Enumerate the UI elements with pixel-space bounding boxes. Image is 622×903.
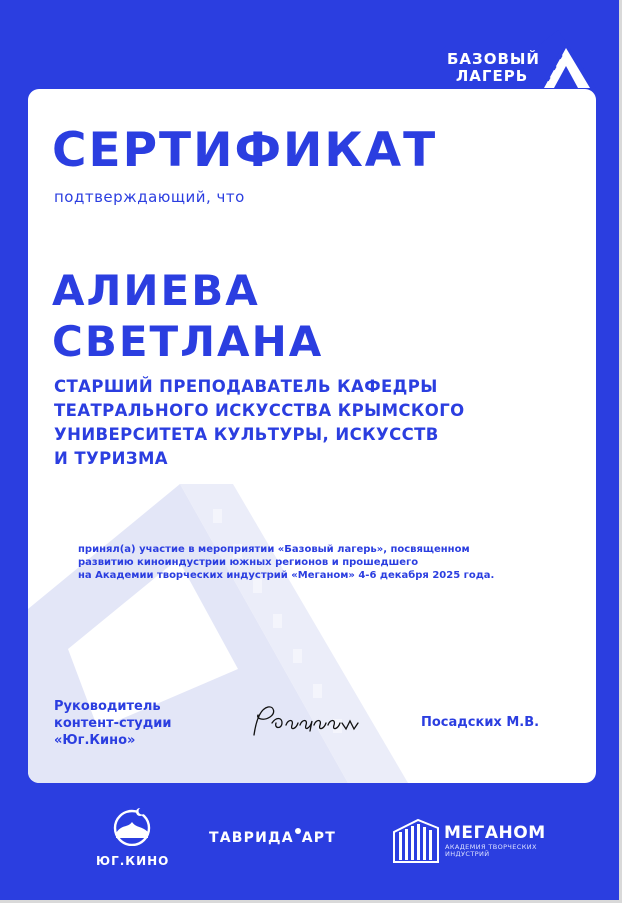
signer-role-line: «Юг.Кино» — [54, 733, 136, 748]
tavrida-art-logo — [209, 828, 336, 846]
certificate-title: СЕРТИФИКАТ — [52, 123, 438, 178]
art-label: АРТ — [301, 830, 336, 846]
signer-role — [54, 698, 171, 749]
description-line: развитию киноиндустрии южных регионов и прошедшего — [78, 557, 419, 568]
certificate-subtitle: подтверждающий, что — [54, 188, 245, 206]
certificate-card — [28, 89, 596, 783]
participation-description — [78, 543, 578, 582]
meganom-label: МЕГАНОМ — [444, 823, 546, 843]
meganom-tagline-line: ИНДУСТРИЙ — [445, 850, 490, 858]
signer-role-line: контент-студии — [54, 716, 172, 731]
position-line: И ТУРИЗМА — [54, 449, 168, 468]
description-line: принял(а) участие в мероприятии «Базовый лагерь», посвященном — [78, 544, 470, 555]
recipient-surname: АЛИЕВА — [52, 266, 260, 315]
recipient-given-name: СВЕТЛАНА — [52, 317, 324, 366]
signer-role-line: Руководитель — [54, 699, 161, 714]
tavrida-dot-icon — [295, 828, 301, 834]
yug-kino-emblem-icon — [110, 806, 154, 846]
yug-kino-logo — [96, 806, 168, 868]
badge-line-2: ЛАГЕРЬ — [455, 67, 529, 85]
meganom-tagline — [445, 844, 555, 858]
meganom-logo — [392, 818, 546, 868]
meganom-building-icon — [392, 818, 440, 864]
badge-label — [447, 50, 540, 85]
yug-kino-label: ЮГ.КИНО — [96, 854, 170, 868]
description-line: на Академии творческих индустрий «Меганом» 4-6 декабря 2025 года. — [78, 570, 495, 581]
meganom-tagline-line: АКАДЕМИЯ ТВОРЧЕСКИХ — [445, 843, 537, 851]
handwritten-signature — [246, 701, 366, 741]
signer-name: Посадских М.В. — [421, 715, 540, 730]
position-line: СТАРШИЙ ПРЕПОДАВАТЕЛЬ КАФЕДРЫ — [54, 377, 438, 396]
recipient-position — [54, 375, 574, 471]
badge-line-1: БАЗОВЫЙ — [447, 50, 540, 68]
position-line: ТЕАТРАЛЬНОГО ИСКУССТВА КРЫМСКОГО — [54, 401, 465, 420]
recipient-name — [52, 265, 323, 367]
position-line: УНИВЕРСИТЕТА КУЛЬТУРЫ, ИСКУССТВ — [54, 425, 439, 444]
tavrida-label: ТАВРИДА — [209, 830, 294, 846]
